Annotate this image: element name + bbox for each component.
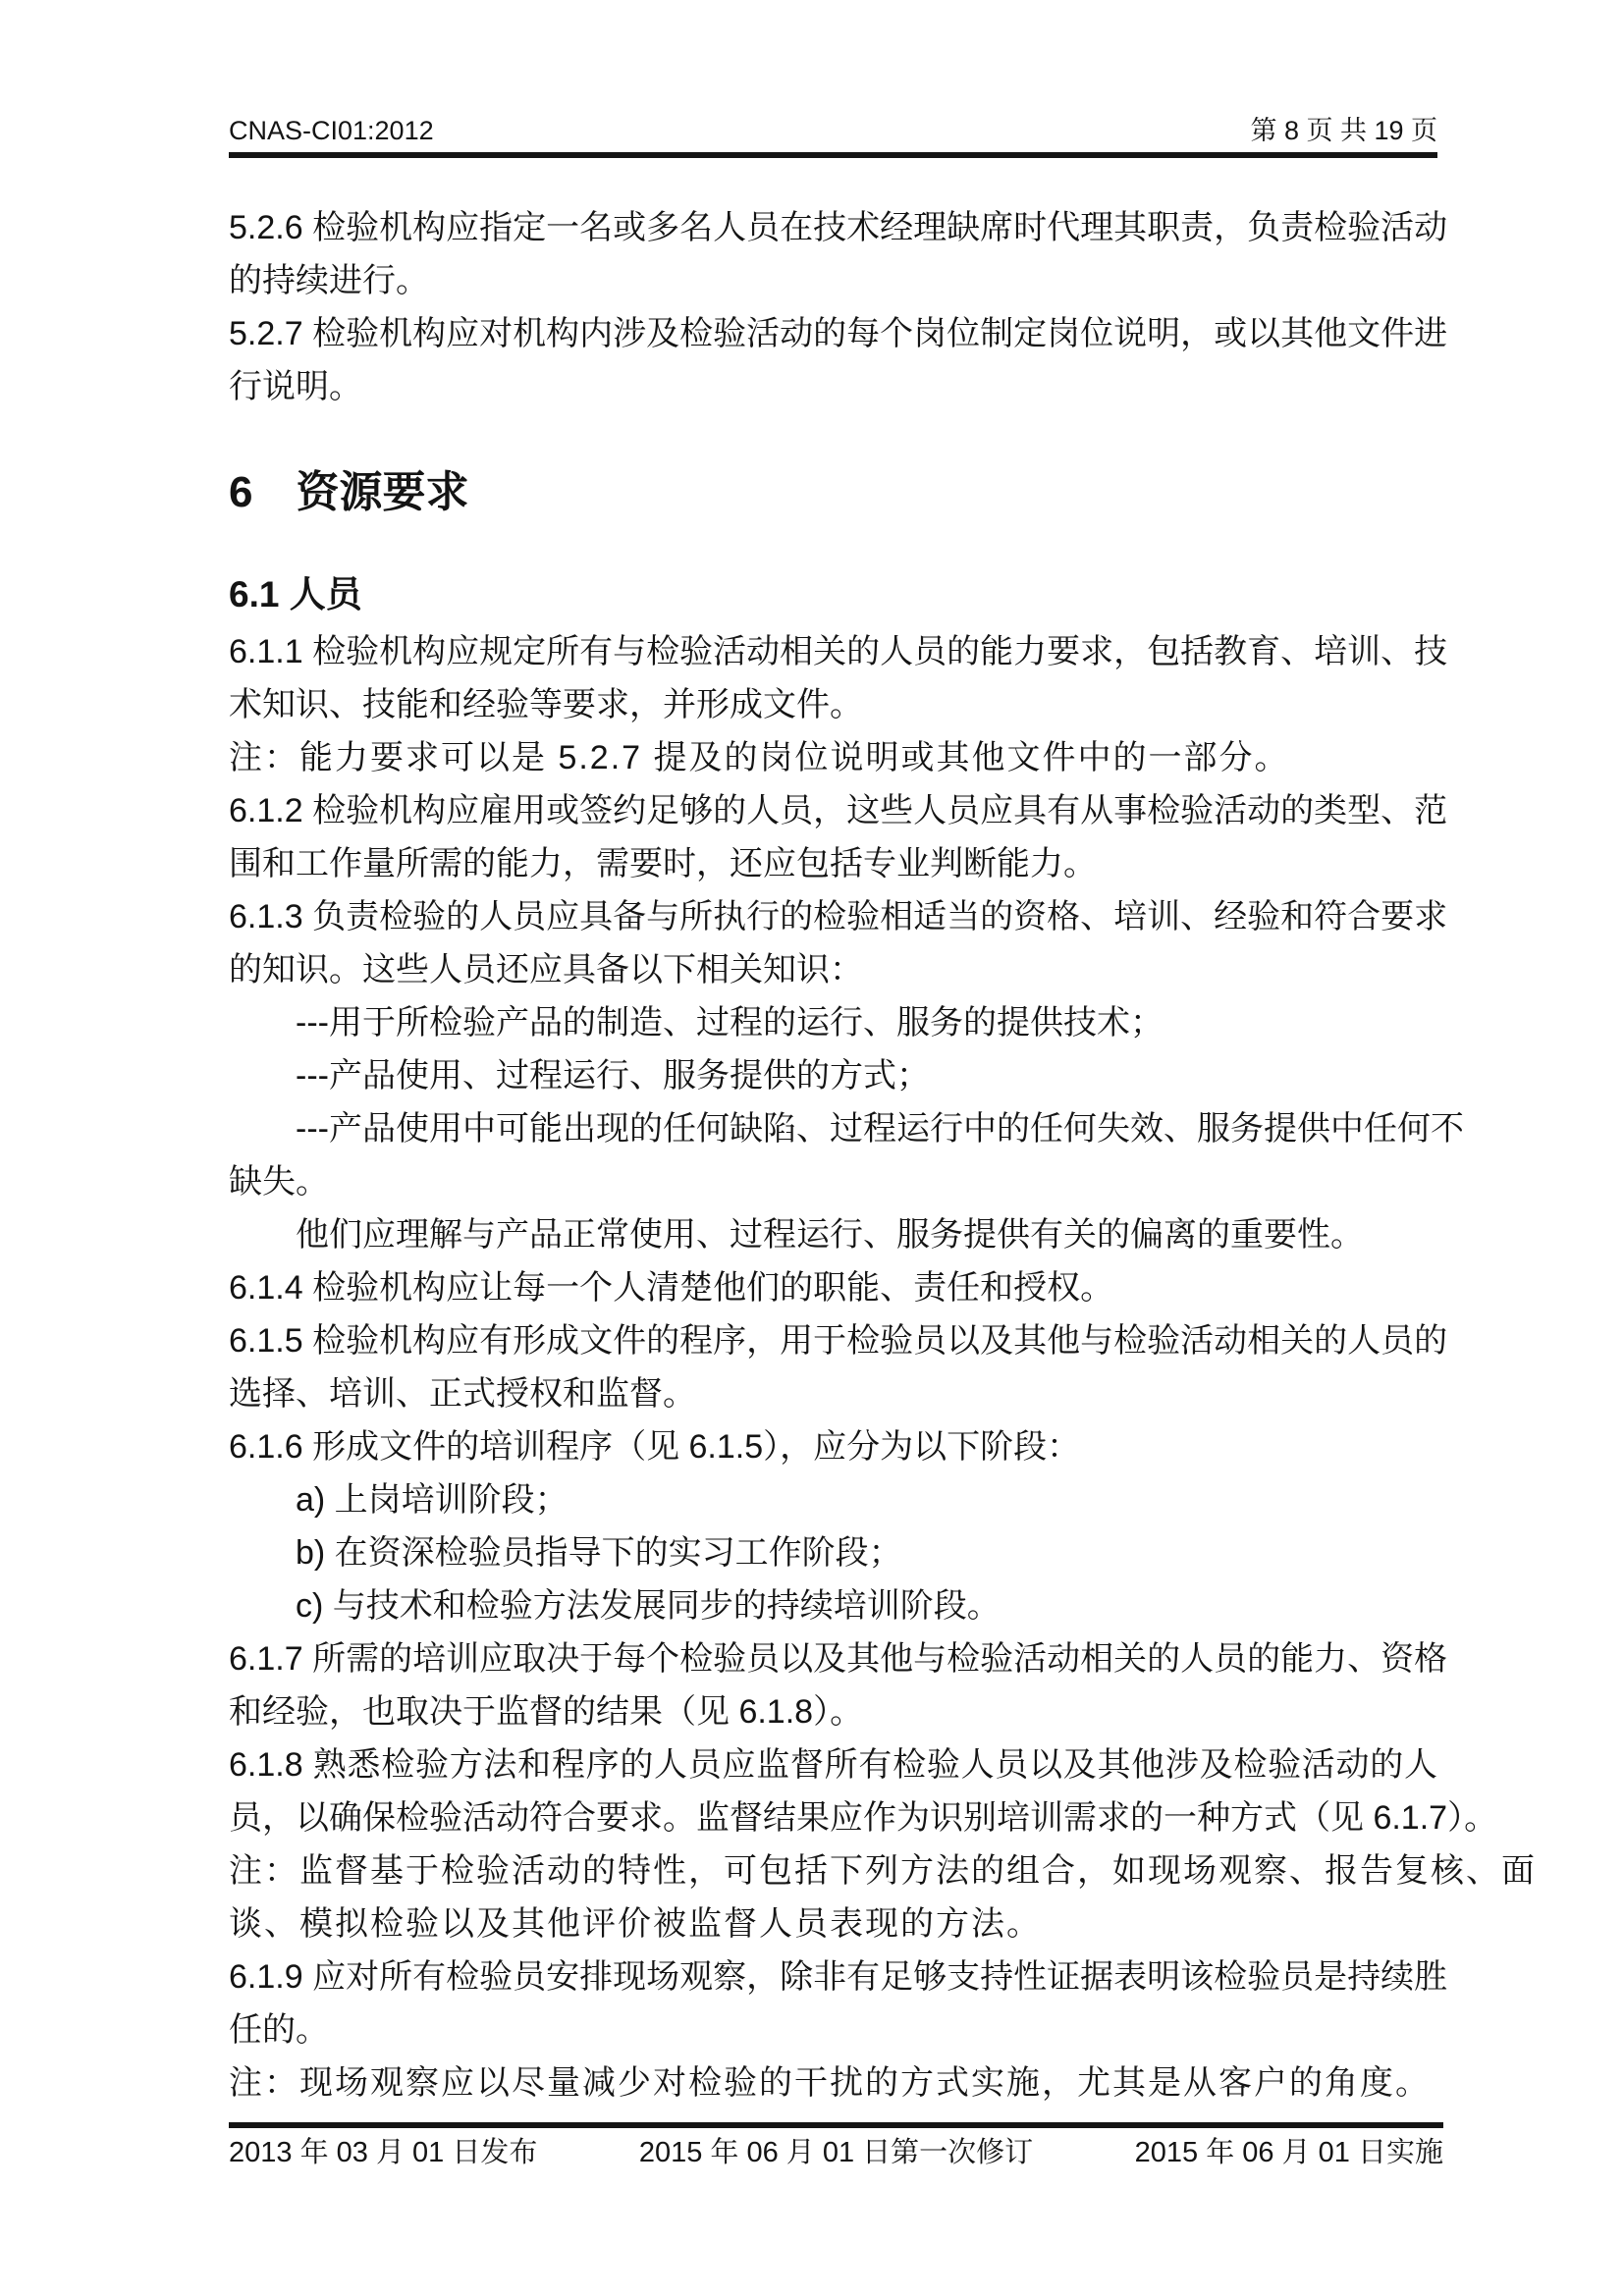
footer-row (229, 2128, 1443, 2168)
text-line: 6.1.5 检验机构应有形成文件的程序，用于检验员以及其他与检验活动相关的人员的 (229, 1322, 1448, 1360)
text-line: 6.1.4 检验机构应让每一个人清楚他们的职能、责任和授权。 (229, 1269, 1114, 1307)
section-heading: 6 资源要求 (229, 468, 469, 516)
text-line: 围和工作量所需的能力，需要时，还应包括专业判断能力。 (229, 845, 1097, 882)
note-line: 注：监督基于检验活动的特性，可包括下列方法的组合，如现场观察、报告复核、面 (229, 1852, 1537, 1890)
note-line: 谈、模拟检验以及其他评价被监督人员表现的方法。 (229, 1905, 1042, 1943)
text-line: 5.2.7 检验机构应对机构内涉及检验活动的每个岗位制定岗位说明，或以其他文件进 (229, 315, 1448, 352)
text-line: 6.1.9 应对所有检验员安排现场观察，除非有足够支持性证据表明该检验员是持续胜 (229, 1958, 1448, 1996)
text-line: 5.2.6 检验机构应指定一名或多名人员在技术经理缺席时代理其职责，负责检验活动 (229, 209, 1448, 246)
note-line: 注：现场观察应以尽量减少对检验的干扰的方式实施，尤其是从客户的角度。 (229, 2064, 1431, 2102)
header-page-number: 第 8 页 共 19 页 (1250, 116, 1437, 145)
text-line: 和经验，也取决于监督的结果（见 6.1.8）。 (229, 1693, 864, 1731)
text-line: 6.1.1 检验机构应规定所有与检验活动相关的人员的能力要求，包括教育、培训、技 (229, 633, 1448, 670)
text-line: b) 在资深检验员指导下的实习工作阶段； (296, 1534, 902, 1572)
text-line: 他们应理解与产品正常使用、过程运行、服务提供有关的偏离的重要性。 (296, 1216, 1364, 1254)
text-line: ---用于所检验产品的制造、过程的运行、服务的提供技术； (296, 1004, 1164, 1041)
text-line: 员，以确保检验活动符合要求。监督结果应作为识别培训需求的一种方式（见 6.1.7）。 (229, 1799, 1498, 1837)
text-line: 6.1.2 检验机构应雇用或签约足够的人员，这些人员应具有从事检验活动的类型、范 (229, 792, 1448, 829)
text-line: 术知识、技能和经验等要求，并形成文件。 (229, 686, 863, 723)
page-footer (229, 2122, 1443, 2168)
text-line: 行说明。 (229, 368, 362, 405)
text-line: ---产品使用、过程运行、服务提供的方式； (296, 1057, 930, 1095)
text-line: 的知识。这些人员还应具备以下相关知识： (229, 951, 863, 988)
header-divider (229, 152, 1437, 158)
header-doc-code: CNAS-CI01:2012 (229, 116, 434, 145)
subsection-heading: 6.1 人员 (229, 574, 362, 614)
text-line: 缺失。 (229, 1163, 329, 1201)
footer-release-date: 2013 年 03 月 01 日发布 (229, 2137, 538, 2168)
text-line: 6.1.8 熟悉检验方法和程序的人员应监督所有检验人员以及其他涉及检验活动的人 (229, 1746, 1437, 1784)
text-line: ---产品使用中可能出现的任何缺陷、过程运行中的任何失效、服务提供中任何不 (296, 1110, 1464, 1148)
text-line: 选择、培训、正式授权和监督。 (229, 1375, 696, 1413)
note-line: 注：能力要求可以是 5.2.7 提及的岗位说明或其他文件中的一部分。 (229, 739, 1290, 776)
footer-revision-date: 2015 年 06 月 01 日第一次修订 (638, 2137, 1034, 2168)
page-header (229, 116, 1437, 152)
text-line: 的持续进行。 (229, 262, 429, 299)
document-body (229, 201, 1537, 2109)
footer-implementation-date: 2015 年 06 月 01 日实施 (1134, 2137, 1443, 2168)
text-line: a) 上岗培训阶段； (296, 1481, 568, 1519)
text-line: 6.1.6 形成文件的培训程序（见 6.1.5），应分为以下阶段： (229, 1428, 1081, 1466)
text-line: 6.1.3 负责检验的人员应具备与所执行的检验相适当的资格、培训、经验和符合要求 (229, 898, 1448, 935)
text-line: c) 与技术和检验方法发展同步的持续培训阶段。 (296, 1587, 1001, 1625)
text-line: 任的。 (229, 2011, 329, 2049)
text-line: 6.1.7 所需的培训应取决于每个检验员以及其他与检验活动相关的人员的能力、资格 (229, 1640, 1448, 1678)
